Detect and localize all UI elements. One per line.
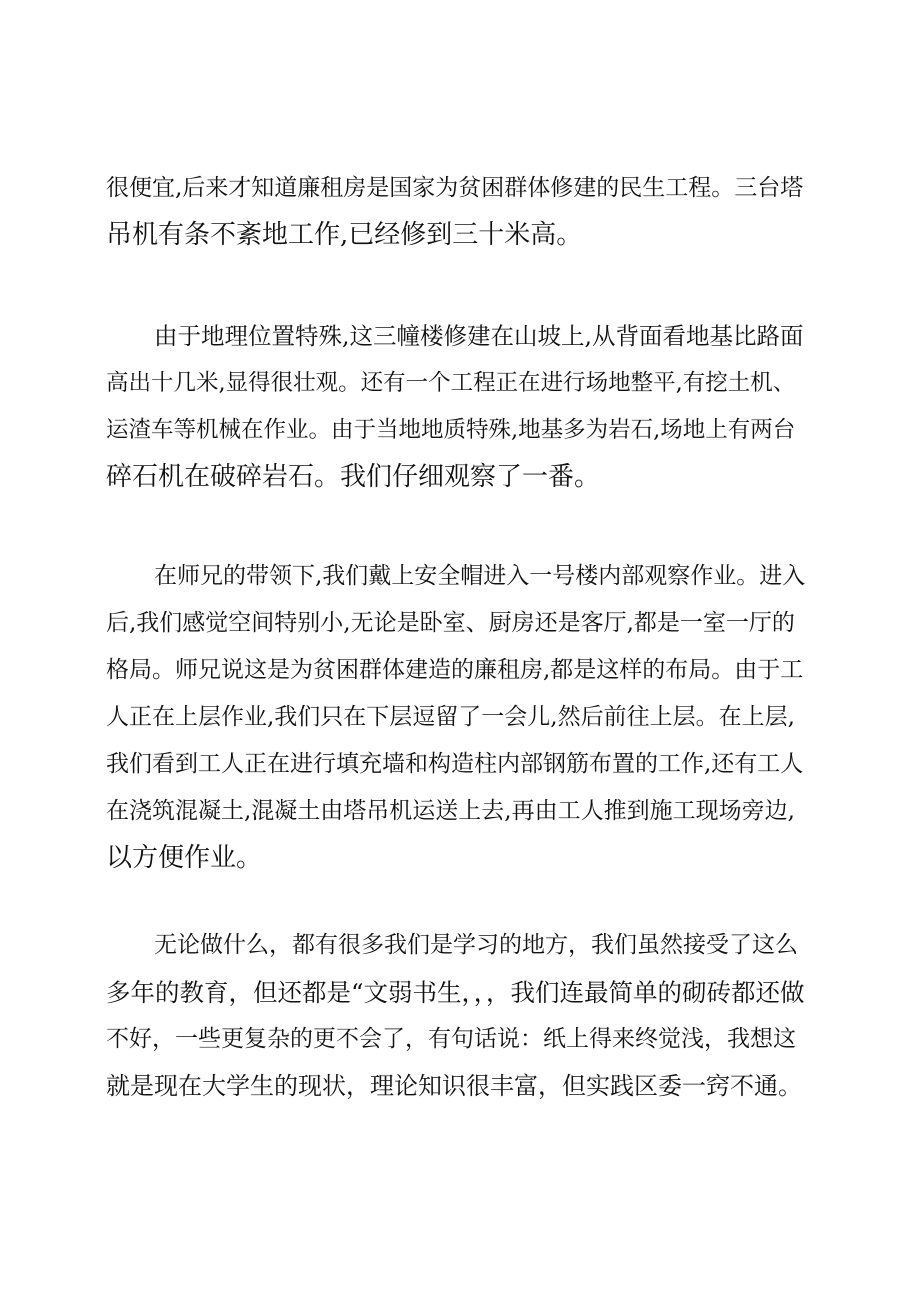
text-line: 运渣车等机械在作业。由于当地地质特殊,地基多为岩石,场地上有两台: [106, 417, 796, 443]
text-line: 高出十几米,显得很壮观。还有一个工程正在进行场地整平,有挖土机、: [106, 370, 796, 396]
text-line: 以方便作业。: [106, 843, 263, 873]
text-line: 很便宜,后来才知道廉租房是国家为贫困群体修建的民生工程。三台塔: [106, 175, 804, 201]
text-line: 无论做什么，都有很多我们是学习的地方，我们虽然接受了这么: [154, 932, 798, 958]
text-line: 后,我们感觉空间特别小,无论是卧室、厨房还是客厅,都是一室一厅的: [106, 610, 795, 636]
text-line: 就是现在大学生的现状，理论知识很丰富，但实践区委一窍不通。: [106, 1072, 802, 1100]
text-line: 不好，一些更复杂的更不会了，有句话说：纸上得来终觉浅，我想这: [106, 1026, 796, 1052]
text-line: 碎石机在破碎岩石。我们仔细观察了一番。: [106, 462, 601, 492]
text-line: 我们看到工人正在进行填充墙和构造柱内部钢筋布置的工作,还有工人: [106, 751, 804, 777]
text-line: 在浇筑混凝土,混凝土由塔吊机运送上去,再由工人推到施工现场旁边,: [106, 798, 795, 824]
paragraph-4: [106, 922, 806, 1110]
paragraph-2: [106, 313, 806, 501]
text-line: 由于地理位置特殊,这三幢楼修建在山坡上,从背面看地基比路面: [154, 322, 804, 350]
text-line: 人正在上层作业,我们只在下层逗留了一会儿,然后前往上层。在上层,: [106, 704, 795, 730]
text-line: 吊机有条不紊地工作,已经修到三十米高。: [106, 220, 583, 250]
text-line: 在师兄的带领下,我们戴上安全帽进入一号楼内部观察作业。进入: [154, 563, 806, 589]
paragraph-3: [106, 553, 806, 882]
text-line: 多年的教育，但还都是“文弱书生，，，我们连最简单的砌砖都还做: [106, 978, 805, 1007]
text-line: 格局。师兄说这是为贫困群体建造的廉租房,都是这样的布局。由于工: [106, 657, 804, 683]
paragraph-1: [106, 165, 806, 259]
